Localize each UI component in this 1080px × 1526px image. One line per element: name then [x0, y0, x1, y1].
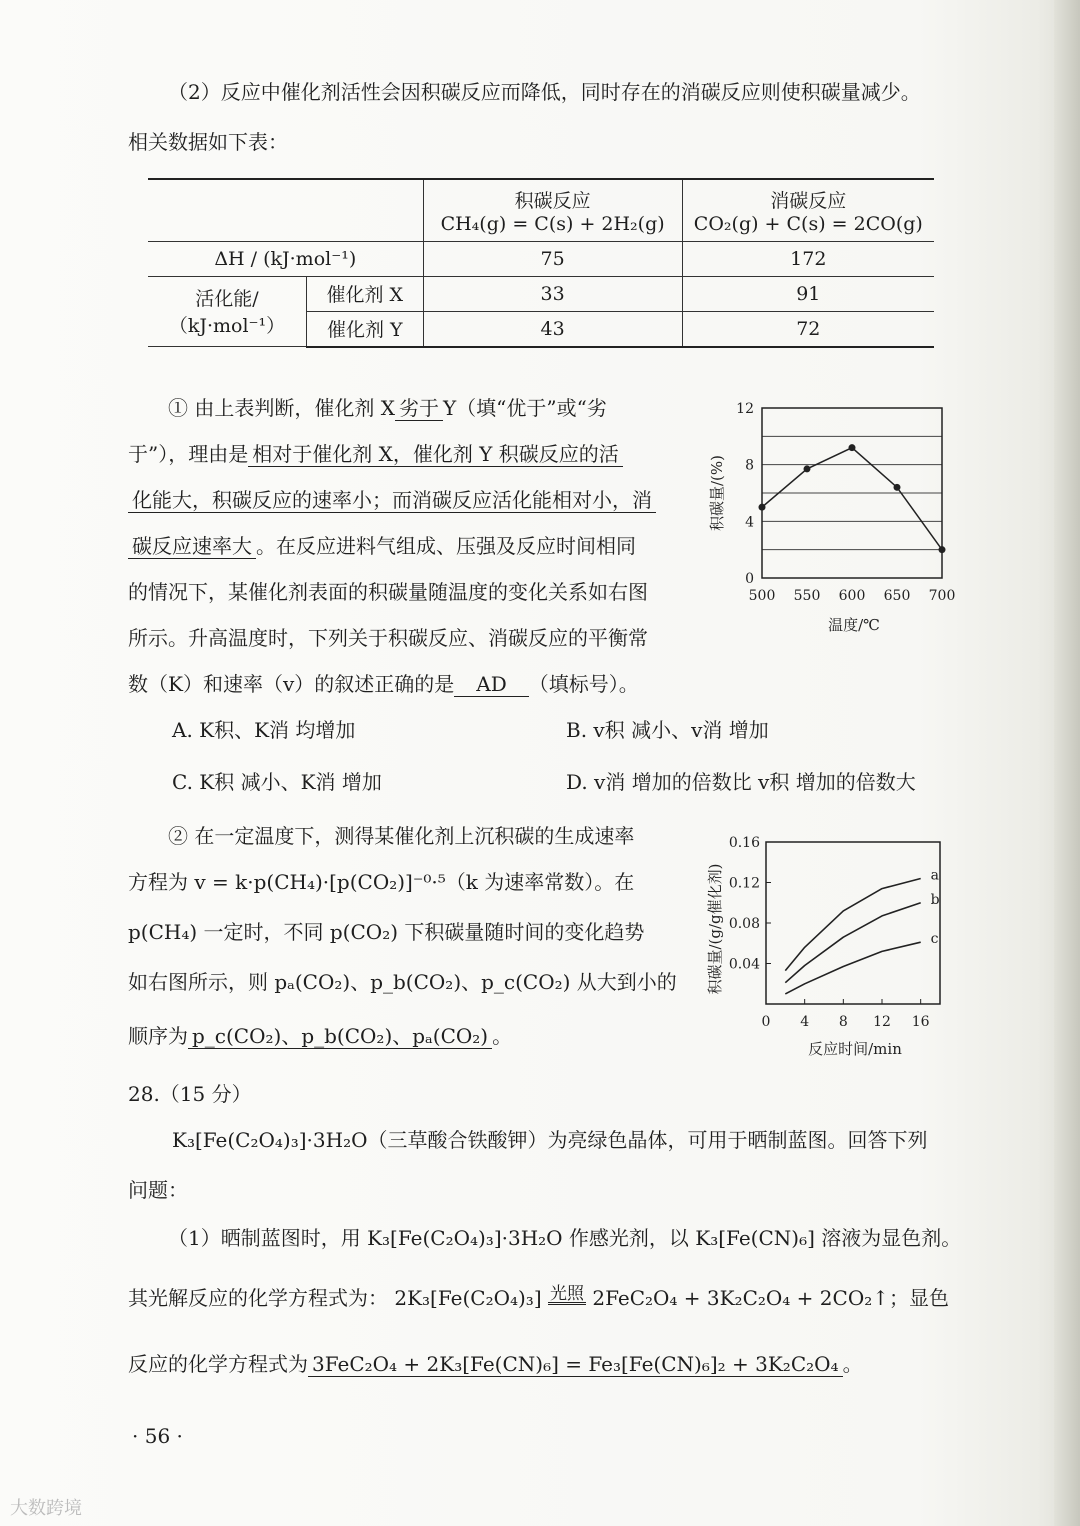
- x-tick-label: 600: [838, 588, 866, 604]
- option-b: B. v积 减小、v消 增加: [566, 718, 769, 742]
- series-label-b: b: [930, 891, 940, 908]
- q2-line-1: ② 在一定温度下，测得某催化剂上沉积碳的生成速率: [168, 824, 635, 848]
- time-chart: [700, 826, 960, 1056]
- q28-line-1: K₃[Fe(C₂O₄)₃]·3H₂O（三草酸合铁酸钾）为亮绿色晶体，可用于晒制蓝图。回答下列: [172, 1128, 928, 1152]
- x-tick-label: 8: [838, 1014, 848, 1030]
- ea-y-deposition: 43: [423, 311, 682, 347]
- x-axis-label: 温度/℃: [828, 616, 880, 634]
- data-table: [148, 178, 934, 348]
- ea-x-elimination: 91: [682, 276, 934, 311]
- data-point: [939, 546, 946, 553]
- series-curve-b: [785, 903, 920, 983]
- y-tick-label: 12: [736, 401, 754, 417]
- q1-line-4: 碳反应速率大 。在反应进料气组成、压强及反应时间相同: [128, 532, 636, 560]
- answer-reason-3: 碳反应速率大: [128, 534, 256, 559]
- dh-value-elimination: 172: [682, 241, 934, 276]
- q2-line-2: 方程为 v = k·p(CH₄)·[p(CO₂)]⁻⁰·⁵（k 为速率常数）。在: [128, 870, 635, 894]
- page-number: · 56 ·: [132, 1424, 183, 1448]
- q1-line-5: 的情况下，某催化剂表面的积碳量随温度的变化关系如右图: [128, 580, 648, 604]
- q1-line-2: 于”），理由是 相对于催化剂 X，催化剂 Y 积碳反应的活: [128, 440, 623, 468]
- intro-line-2: 相关数据如下表：: [128, 130, 288, 154]
- intro-line-1: （2）反应中催化剂活性会因积碳反应而降低，同时存在的消碳反应则使积碳量减少。: [168, 80, 921, 104]
- option-c: C. K积 减小、K消 增加: [172, 770, 382, 794]
- table-corner: [148, 179, 423, 241]
- ea-label: 活化能/ （kJ·mol⁻¹）: [148, 276, 307, 347]
- series-line: [762, 448, 942, 550]
- y-tick-label: 0.04: [728, 956, 760, 973]
- answer-blank-2: AD: [454, 672, 528, 697]
- ea-y-elimination: 72: [682, 311, 934, 347]
- ea-x-deposition: 33: [423, 276, 682, 311]
- answer-order: p_c(CO₂)、p_b(CO₂)、pₐ(CO₂): [188, 1024, 492, 1049]
- q28-header: 28.（15 分）: [128, 1082, 252, 1106]
- option-a: A. K积、K消 均增加: [172, 718, 356, 742]
- series-label-c: c: [930, 931, 939, 948]
- y-tick-label: 0.16: [728, 835, 760, 851]
- data-point: [759, 504, 766, 511]
- series-label-a: a: [930, 867, 940, 884]
- series-curve-c: [785, 942, 920, 994]
- answer-reason-1: 相对于催化剂 X，催化剂 Y 积碳反应的活: [248, 442, 623, 467]
- data-point: [849, 444, 856, 451]
- x-tick-label: 16: [911, 1014, 930, 1030]
- x-tick-label: 700: [928, 588, 956, 604]
- watermark: 大数跨境: [10, 1498, 82, 1519]
- q1-line-6: 所示。升高温度时，下列关于积碳反应、消碳反应的平衡常: [128, 626, 648, 650]
- data-point: [804, 465, 811, 472]
- catalyst-x-label: 催化剂 X: [307, 276, 424, 311]
- dh-value-deposition: 75: [423, 241, 682, 276]
- answer-blank-1: 劣于: [395, 396, 443, 421]
- series-curve-a: [785, 879, 920, 971]
- q2-line-5: 顺序为 p_c(CO₂)、p_b(CO₂)、pₐ(CO₂) 。: [128, 1024, 513, 1048]
- answer-equation: 3FeC₂O₄ + 2K₃[Fe(CN)₆] = Fe₃[Fe(CN)₆]₂ + 3K₂C₂O₄: [308, 1352, 843, 1377]
- y-tick-label: 0.08: [728, 916, 760, 932]
- x-tick-label: 4: [800, 1014, 810, 1030]
- light-condition: 光照: [549, 1284, 584, 1304]
- y-axis-label: 积碳量/(g/g催化剂): [706, 863, 724, 995]
- header-carbon-deposition: 积碳反应 CH₄(g) = C(s) + 2H₂(g): [423, 179, 682, 241]
- y-tick-label: 4: [745, 514, 754, 531]
- q28-line-5: 反应的化学方程式为 3FeC₂O₄ + 2K₃[Fe(CN)₆] = Fe₃[Fe(CN)₆]₂ + 3K₂C₂O₄ 。: [128, 1352, 863, 1376]
- q1-line-7: 数（K）和速率（v）的叙述正确的是 AD （填标号）。: [128, 672, 639, 696]
- y-axis-label: 积碳量/(%): [708, 454, 726, 532]
- x-tick-label: 0: [761, 1014, 771, 1030]
- q1-line-1: ① 由上表判断，催化剂 X 劣于 Y（填“优于”或“劣: [168, 396, 607, 420]
- q2-line-3: p(CH₄) 一定时，不同 p(CO₂) 下积碳量随时间的变化趋势: [128, 920, 645, 944]
- x-axis-label: 反应时间/min: [808, 1040, 902, 1056]
- q1-line-3: [128, 486, 656, 514]
- dh-label: ΔH / (kJ·mol⁻¹): [148, 241, 423, 276]
- catalyst-y-label: 催化剂 Y: [307, 311, 424, 347]
- answer-reason-2: 化能大，积碳反应的速率小；而消碳反应活化能相对小，消: [128, 488, 656, 513]
- temperature-chart: [700, 392, 970, 638]
- book-spine-shadow: [1054, 0, 1080, 1526]
- y-tick-label: 0: [745, 571, 754, 587]
- x-tick-label: 500: [748, 588, 776, 604]
- x-tick-label: 550: [793, 588, 821, 604]
- q28-line-3: （1）晒制蓝图时，用 K₃[Fe(C₂O₄)₃]·3H₂O 作感光剂，以 K₃[Fe(CN)₆] 溶液为显色剂。: [168, 1226, 962, 1250]
- option-d: D. v消 增加的倍数比 v积 增加的倍数大: [566, 770, 916, 794]
- x-tick-label: 12: [873, 1014, 891, 1030]
- plot-frame: [766, 842, 940, 1004]
- q2-line-4: 如右图所示，则 pₐ(CO₂)、p_b(CO₂)、p_c(CO₂) 从大到小的: [128, 970, 677, 994]
- q28-line-4: 其光解反应的化学方程式为： 2K₃[Fe(C₂O₄)₃] 光照 2FeC₂O₄ + 3K₂C₂O₄ + 2CO₂↑；显色: [128, 1284, 949, 1310]
- y-tick-label: 8: [745, 457, 754, 474]
- header-carbon-elimination: 消碳反应 CO₂(g) + C(s) = 2CO(g): [682, 179, 934, 241]
- data-point: [894, 484, 901, 491]
- y-tick-label: 0.12: [728, 875, 760, 892]
- x-tick-label: 650: [883, 588, 911, 604]
- q28-line-2: 问题：: [128, 1178, 188, 1202]
